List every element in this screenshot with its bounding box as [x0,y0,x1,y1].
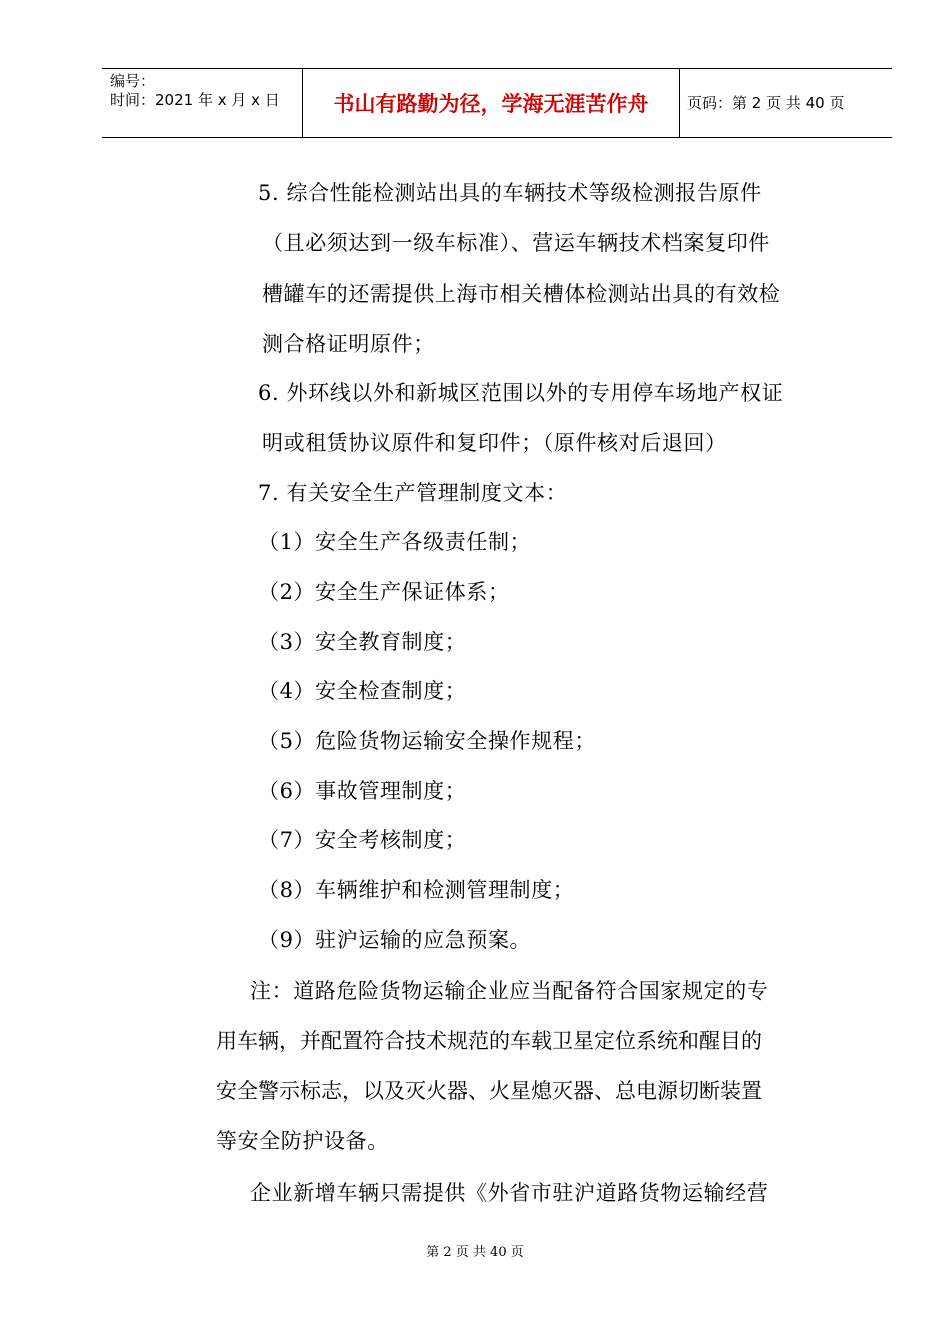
list-item: （7）安全考核制度； [258,828,467,852]
list-item: （9）驻沪运输的应急预案。 [258,928,532,952]
time-label: 时间：2021 年 x 月 x 日 [110,91,280,109]
motto-text: 书山有路勤为径，学海无涯苦作舟 [333,92,649,116]
list-item: （1）安全生产各级责任制； [258,530,532,554]
list-item: （3）安全教育制度； [258,630,467,654]
header-table [102,68,892,138]
note-line: 注：道路危险货物运输企业应当配备符合国家规定的专 [250,979,769,1003]
list-item: （6）事故管理制度； [258,779,467,803]
header-meta-cell [102,69,302,137]
body-line: 5. 综合性能检测站出具的车辆技术等级检测报告原件 [258,181,762,205]
note-line: 安全警示标志，以及灭火器、火星熄灭器、总电源切断装置 [216,1079,762,1103]
body-line: 企业新增车辆只需提供《外省市驻沪道路货物运输经营 [250,1181,769,1205]
body-line: 6. 外环线以外和新城区范围以外的专用停车场地产权证 [258,381,784,405]
list-item: （5）危险货物运输安全操作规程； [258,729,596,753]
note-line: 用车辆，并配置符合技术规范的车载卫星定位系统和醒目的 [216,1029,762,1053]
list-item: （8）车辆维护和检测管理制度； [258,878,575,902]
note-line: 等安全防护设备。 [216,1129,389,1153]
body-line: 槽罐车的还需提供上海市相关槽体检测站出具的有效检 [262,282,781,306]
body-line: 测合格证明原件； [262,332,435,356]
body-line: 7. 有关安全生产管理制度文本： [258,481,568,505]
header-page-cell [679,69,892,137]
list-item: （4）安全检查制度； [258,679,467,703]
body-line: （且必须达到一级车标准）、营运车辆技术档案复印件 [262,231,770,255]
page-label: 页码：第 2 页 共 40 页 [687,94,845,112]
body-line: 明或租赁协议原件和复印件；（原件核对后退回） [262,431,727,455]
header-motto-cell [302,69,680,137]
code-label: 编号： [110,72,156,90]
list-item: （2）安全生产保证体系； [258,580,510,604]
page-footer: 第 2 页 共 40 页 [426,1245,524,1260]
